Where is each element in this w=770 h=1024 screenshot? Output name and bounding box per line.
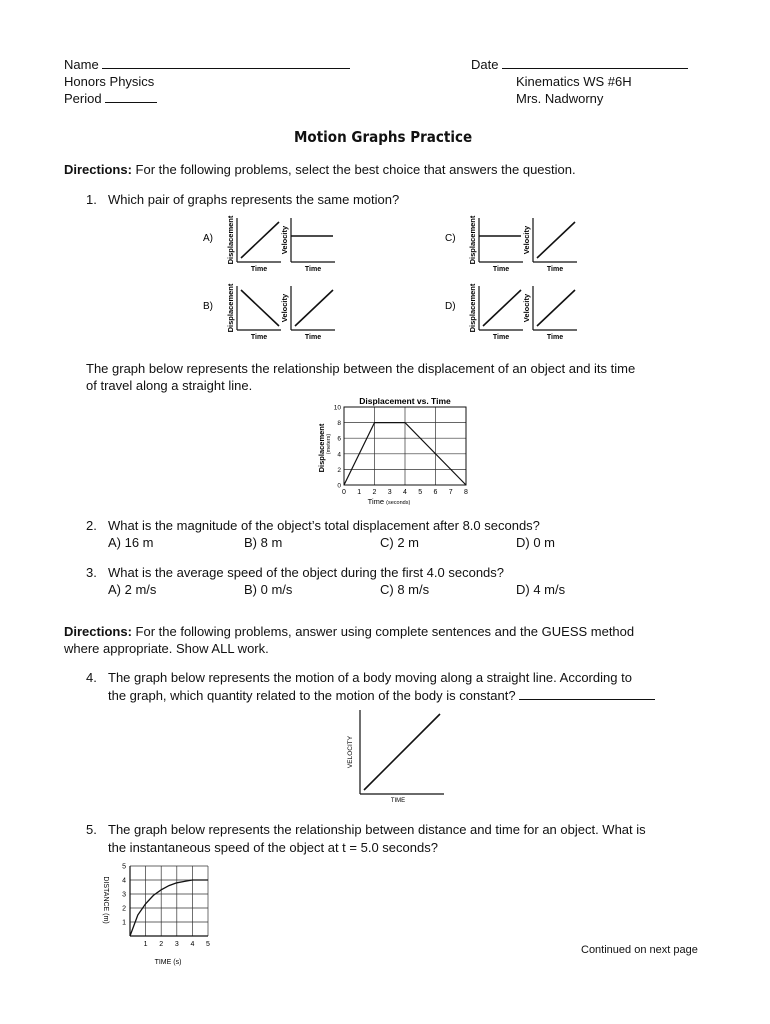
question-1-number: 1.: [86, 192, 97, 207]
date-blank[interactable]: [502, 56, 688, 69]
chart-xlabel-unit: (seconds): [386, 500, 411, 506]
question-4-line-1: The graph below represents the motion of a body moving along a straight line. According to: [108, 670, 632, 685]
dt-x-tick-label: 3: [387, 489, 392, 496]
vt-ylabel: VELOCITY: [347, 735, 354, 769]
q1-option-3-left-xlabel: Time: [492, 334, 510, 341]
dt-y-tick-label: 8: [337, 420, 341, 428]
teacher-name: Mrs. Nadworny: [516, 91, 604, 106]
q1-option-label-3: D): [445, 301, 456, 312]
dist-y-tick-label: 5: [122, 863, 126, 871]
dist-x-tick-label: 2: [159, 941, 164, 948]
q1-option-1-right-ylabel: Velocity: [280, 293, 289, 323]
q1-option-3-left-series-line: [483, 290, 521, 326]
dist-x-tick-label: 1: [143, 941, 148, 948]
name-label: Name: [64, 57, 99, 72]
question-5-line-2: the instantaneous speed of the object at t = 5.0 seconds?: [108, 840, 438, 855]
dt-x-tick-label: 2: [372, 489, 377, 496]
q2-choice-c[interactable]: C) 2 m: [380, 535, 419, 550]
q1-option-label-1: B): [203, 301, 213, 312]
q3-choice-c[interactable]: C) 8 m/s: [380, 582, 430, 597]
question-4-line-2-text: the graph, which quantity related to the motion of the body is constant?: [108, 688, 516, 703]
continued-note: Continued on next page: [581, 944, 698, 956]
course-name: Honors Physics: [64, 74, 155, 89]
question-2-text: What is the magnitude of the object’s total displacement after 8.0 seconds?: [108, 518, 540, 533]
q2-choice-a[interactable]: A) 16 m: [108, 535, 154, 550]
chart-title: Displacement vs. Time: [359, 396, 451, 406]
dt-y-tick-label: 2: [337, 466, 341, 474]
dt-x-tick-label: 5: [418, 489, 423, 496]
name-field[interactable]: [64, 56, 350, 73]
q2-choice-b[interactable]: B) 8 m: [244, 535, 283, 550]
name-blank[interactable]: [102, 56, 350, 69]
question-4-answer-blank[interactable]: [519, 687, 655, 700]
directions-2-label: Directions:: [64, 624, 132, 639]
q1-option-2-right-xlabel: Time: [546, 266, 564, 273]
directions-2: [64, 623, 634, 640]
q1-option-2-left-xlabel: Time: [492, 266, 510, 273]
chart-xlabel-text: Time: [367, 497, 385, 506]
dist-x-tick-label: 3: [174, 941, 179, 948]
velocity-time-chart: [340, 706, 450, 806]
q1-option-0-left-xlabel: Time: [250, 266, 268, 273]
directions-text: For the following problems, select the best choice that answers the question.: [135, 162, 576, 177]
chart-xlabel: [368, 497, 411, 506]
graph-intro-line-2: of travel along a straight line.: [86, 378, 253, 393]
chart-ylabel-unit: (meters): [326, 433, 332, 455]
question-5-number: 5.: [86, 822, 97, 837]
q1-option-3-right-series-line: [537, 290, 575, 326]
q1-option-0-left-series-line: [241, 222, 279, 258]
page-title: Motion Graphs Practice: [294, 128, 473, 146]
q1-option-1-left-ylabel: Displacement: [226, 283, 235, 333]
dt-x-tick-label: 6: [433, 489, 438, 496]
dist-y-tick-label: 2: [122, 905, 126, 913]
velocity-series-line: [364, 714, 440, 790]
q1-option-1-right-xlabel: Time: [304, 334, 322, 341]
dt-y-tick-label: 0: [337, 482, 341, 490]
q1-option-2-right-ylabel: Velocity: [522, 225, 531, 255]
q1-graph-options: [195, 206, 615, 346]
dist-y-tick-label: 3: [122, 891, 126, 899]
directions-2-text: For the following problems, answer using complete sentences and the GUESS method: [135, 624, 635, 639]
q1-option-label-0: A): [203, 233, 213, 244]
q3-choice-a[interactable]: A) 2 m/s: [108, 582, 157, 597]
chart-ylabel: Displacement: [317, 423, 326, 473]
question-2-number: 2.: [86, 518, 97, 533]
question-5-line-1: The graph below represents the relationship between distance and time for an object. What is: [108, 822, 646, 837]
q1-option-0-left-ylabel: Displacement: [226, 215, 235, 265]
dt-x-tick-label: 0: [342, 489, 346, 496]
distance-time-chart: [96, 860, 220, 968]
question-4-line-2: [108, 687, 655, 704]
question-1-text: Which pair of graphs represents the same motion?: [108, 192, 400, 207]
dist-xlabel: TIME (s): [154, 959, 182, 966]
dt-x-tick-label: 7: [448, 489, 453, 496]
dt-y-tick-label: 6: [337, 435, 341, 443]
directions-1: [64, 161, 576, 178]
q1-option-label-2: C): [445, 233, 456, 244]
dist-y-tick-label: 4: [122, 877, 126, 885]
dist-y-tick-label: 1: [122, 919, 126, 927]
question-4-number: 4.: [86, 670, 97, 685]
dt-x-tick-label: 8: [464, 489, 468, 496]
q1-option-1-left-xlabel: Time: [250, 334, 268, 341]
worksheet-id: Kinematics WS #6H: [516, 74, 632, 89]
vt-xlabel: TIME: [390, 798, 406, 804]
dt-y-tick-label: 4: [337, 451, 341, 459]
q1-option-0-right-ylabel: Velocity: [280, 225, 289, 255]
dt-x-tick-label: 4: [403, 489, 407, 496]
dt-y-tick-label: 10: [333, 404, 341, 412]
dist-x-tick-label: 5: [206, 941, 210, 948]
question-3-number: 3.: [86, 565, 97, 580]
q1-option-1-left-series-line: [241, 290, 279, 326]
directions-label: Directions:: [64, 162, 132, 177]
date-label: Date: [471, 57, 499, 72]
period-blank[interactable]: [105, 90, 157, 103]
q1-option-1-right-series-line: [295, 290, 333, 326]
q1-option-2-left-ylabel: Displacement: [468, 215, 477, 265]
graph-intro-line-1: The graph below represents the relationship between the displacement of an object and its time: [86, 361, 636, 376]
q2-choice-d[interactable]: D) 0 m: [516, 535, 555, 550]
q1-option-2-right-series-line: [537, 222, 575, 258]
q3-choice-b[interactable]: B) 0 m/s: [244, 582, 293, 597]
date-field[interactable]: [471, 56, 688, 73]
dist-ylabel: DISTANCE (m): [102, 876, 109, 924]
period-field[interactable]: [64, 90, 157, 107]
displacement-time-chart: [314, 394, 474, 510]
q3-choice-d[interactable]: D) 4 m/s: [516, 582, 566, 597]
question-3-text: What is the average speed of the object during the first 4.0 seconds?: [108, 565, 505, 580]
period-label: Period: [64, 91, 102, 106]
dt-x-tick-label: 1: [357, 489, 362, 496]
q1-option-3-right-xlabel: Time: [546, 334, 564, 341]
q1-option-3-right-ylabel: Velocity: [522, 293, 531, 323]
q1-option-0-right-xlabel: Time: [304, 266, 322, 273]
dist-x-tick-label: 4: [190, 941, 195, 948]
q1-option-3-left-ylabel: Displacement: [468, 283, 477, 333]
directions-2-text-line-2: where appropriate. Show ALL work.: [64, 641, 269, 656]
